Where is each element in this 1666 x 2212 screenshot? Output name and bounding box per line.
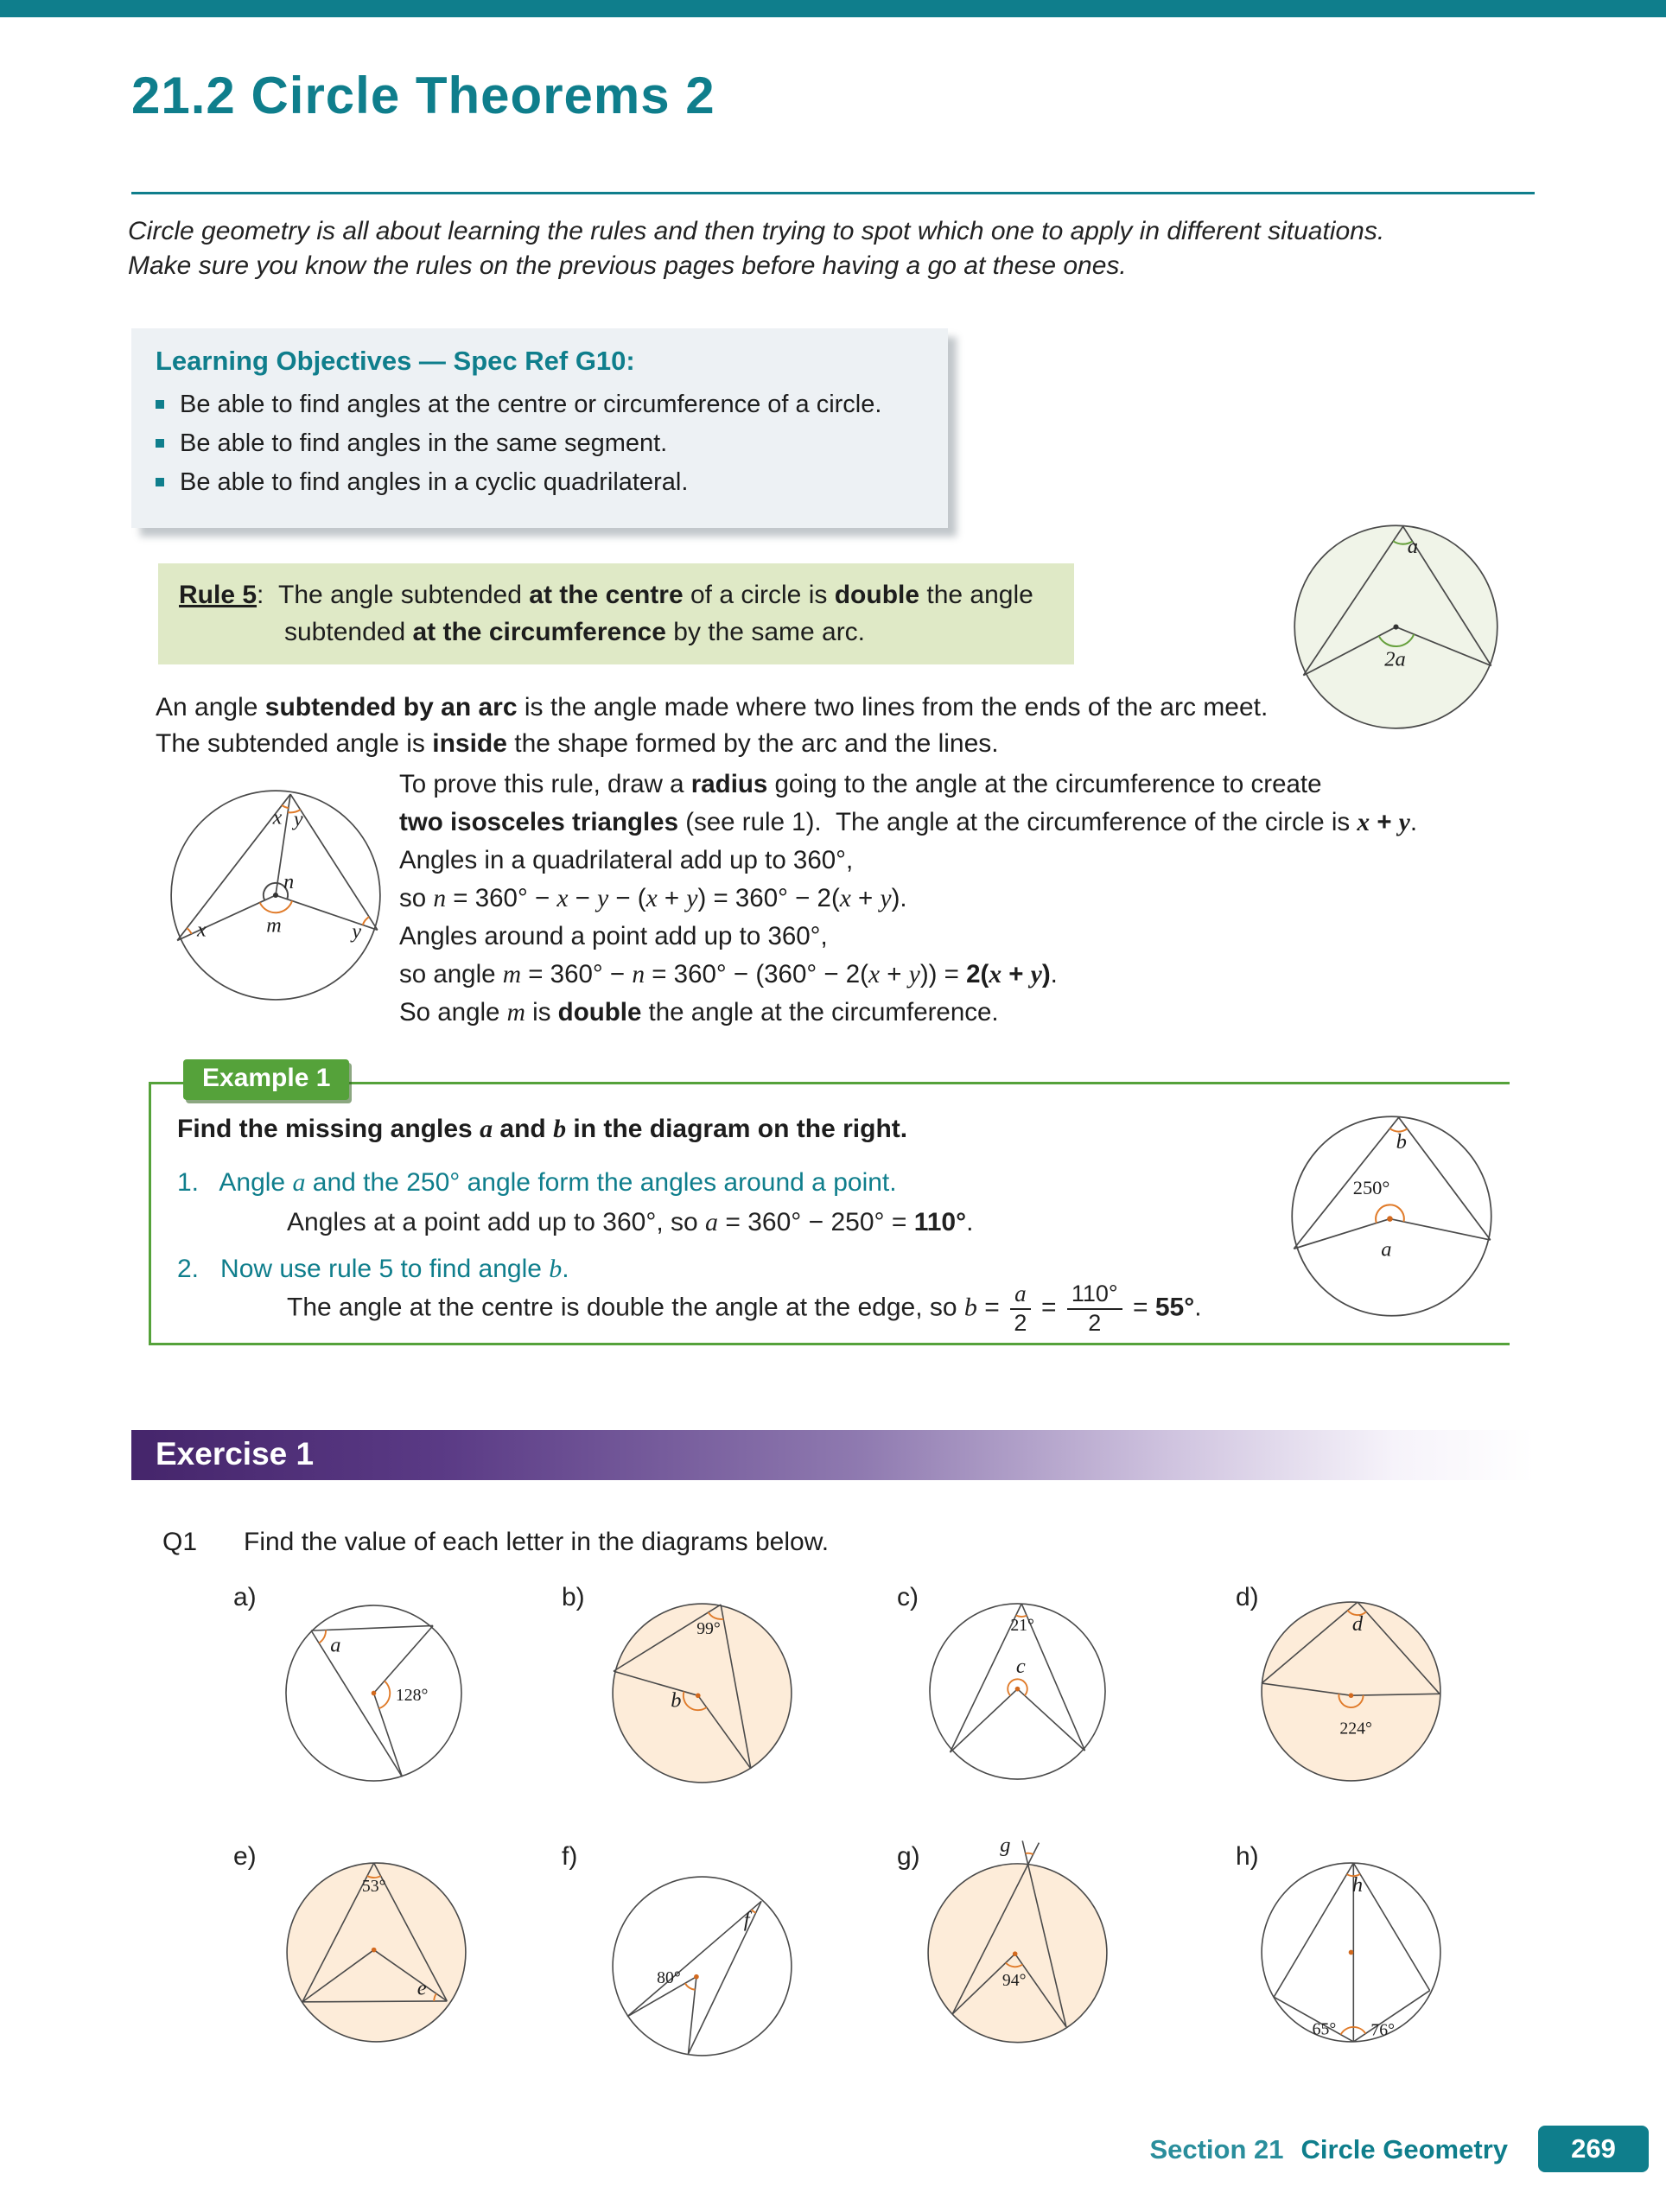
diagram-label-c: c) bbox=[897, 1583, 919, 1611]
angle-label: y bbox=[352, 919, 362, 944]
q1-diagram-c bbox=[916, 1590, 1119, 1793]
centre-dot bbox=[372, 1691, 377, 1696]
chord bbox=[302, 2001, 447, 2002]
centre-dot bbox=[1393, 625, 1398, 630]
angle-label: c bbox=[1015, 1654, 1026, 1678]
angle-label: h bbox=[1351, 1873, 1364, 1897]
proof-line: so n = 360° − x − y − (x + y) = 360° − 2(x + y). bbox=[399, 884, 907, 912]
centre-dot bbox=[372, 1948, 377, 1953]
rule5-text: Rule 5: The angle subtended at the centre of a circle is double the angle subtended at the circumference by the same arc. bbox=[179, 581, 1033, 646]
angle-label: g bbox=[1000, 1833, 1011, 1857]
diagram-label-b: b) bbox=[562, 1583, 585, 1611]
angle-label: x bbox=[272, 805, 283, 830]
angle-label: b bbox=[1396, 1129, 1407, 1154]
title-divider bbox=[131, 192, 1535, 194]
intro-paragraph: Circle geometry is all about learning the rules and then trying to spot which one to apply in different situations. Make sure you know the rules on the previous pages before having a go at these ones. bbox=[128, 217, 1385, 280]
proof-line: To prove this rule, draw a radius going to the angle at the circumference to create bbox=[399, 770, 1322, 798]
angle-label: y bbox=[293, 807, 303, 831]
objective-text: Be able to find angles in the same segment. bbox=[180, 429, 668, 457]
proof-line: Angles around a point add up to 360°, bbox=[399, 922, 828, 950]
angle-label: n bbox=[283, 869, 295, 893]
example-diagram bbox=[1281, 1106, 1502, 1326]
example-step: 1. Angle a and the 250° angle form the angles around a point. bbox=[177, 1168, 897, 1197]
proof-line: So angle m is double the angle at the circumference. bbox=[399, 998, 999, 1027]
circle-outline bbox=[1292, 1116, 1491, 1316]
q1-diagram-g bbox=[916, 1832, 1119, 2055]
angle-value: 65° bbox=[1312, 2019, 1337, 2039]
proof-line: Angles in a quadrilateral add up to 360°, bbox=[399, 846, 854, 874]
q1-diagram-h bbox=[1250, 1851, 1453, 2054]
diagram-label-a: a) bbox=[233, 1583, 257, 1611]
top-accent-bar bbox=[0, 0, 1666, 17]
q1-diagram-a bbox=[272, 1592, 475, 1795]
exercise-banner: Exercise 1 bbox=[131, 1430, 1535, 1480]
angle-value: 21° bbox=[1010, 1616, 1034, 1635]
subtended-paragraph: An angle subtended by an arc is the angle made where two lines from the ends of the arc meet. The subtended angle is inside the shape formed by the arc and the lines. bbox=[156, 693, 1269, 758]
objective-item bbox=[156, 429, 924, 458]
proof-line: two isosceles triangles (see rule 1). The angle at the circumference of the circle is x + y. bbox=[399, 808, 1418, 836]
page-title: 21.2 Circle Theorems 2 bbox=[131, 67, 715, 124]
angle-label: d bbox=[1351, 1612, 1364, 1636]
angle-value: 94° bbox=[1002, 1970, 1027, 1990]
angle-value: 53° bbox=[361, 1877, 386, 1896]
proof-paragraph bbox=[399, 766, 1609, 1032]
example-working: The angle at the centre is double the angle at the edge, so b = $\frac{a}{2}$ = $\frac{110^\circ}{2}$ = 55°. bbox=[287, 1281, 1202, 1336]
footer-chapter: Circle Geometry bbox=[1300, 2134, 1508, 2164]
footer-section: Section 21 bbox=[1149, 2134, 1284, 2164]
objective-text: Be able to find angles in a cyclic quadrilateral. bbox=[180, 468, 689, 496]
rule5-diagram bbox=[1286, 514, 1506, 734]
angle-label: f bbox=[743, 1908, 750, 1932]
angle-value: 224° bbox=[1339, 1719, 1372, 1738]
example-tab: Example 1 bbox=[183, 1059, 349, 1100]
angle-value: 250° bbox=[1352, 1177, 1390, 1198]
centre-dot bbox=[694, 1974, 699, 1980]
circle-outline bbox=[928, 1864, 1107, 2043]
circle-outline bbox=[613, 1877, 792, 2056]
angle-arc bbox=[1026, 1853, 1033, 1854]
angle-label: b bbox=[671, 1688, 682, 1713]
circle-outline bbox=[1262, 1602, 1440, 1781]
bullet-icon bbox=[156, 439, 164, 448]
q1-diagram-f bbox=[601, 1865, 804, 2068]
centre-dot bbox=[1349, 1693, 1354, 1698]
diagram-label-f: f) bbox=[562, 1842, 578, 1871]
objective-text: Be able to find angles at the centre or circumference of a circle. bbox=[180, 391, 882, 418]
example-working: Angles at a point add up to 360°, so a = 360° − 250° = 110°. bbox=[287, 1208, 974, 1236]
q1-diagram-b bbox=[601, 1592, 804, 1795]
centre-dot bbox=[273, 893, 278, 898]
example-question: Find the missing angles a and b in the diagram on the right. bbox=[177, 1115, 908, 1143]
angle-label: x bbox=[197, 918, 207, 942]
learning-objectives-heading: Learning Objectives — Spec Ref G10: bbox=[156, 346, 635, 376]
centre-dot bbox=[696, 1694, 701, 1699]
learning-objectives-box bbox=[131, 328, 948, 528]
angle-label: a bbox=[330, 1633, 341, 1657]
diagram-label-h: h) bbox=[1236, 1842, 1259, 1871]
diagram-label-d: d) bbox=[1236, 1583, 1259, 1611]
angle-value: 99° bbox=[696, 1618, 721, 1638]
proof-diagram bbox=[158, 773, 393, 1008]
angle-label: a bbox=[1381, 1237, 1392, 1262]
angle-label: e bbox=[416, 1976, 427, 2000]
question-number: Q1 bbox=[162, 1528, 198, 1556]
objective-item bbox=[156, 391, 924, 419]
centre-dot bbox=[1387, 1216, 1393, 1222]
angle-value: 76° bbox=[1370, 2020, 1395, 2040]
angle-label: a bbox=[1407, 534, 1418, 558]
question-text: Find the value of each letter in the diagrams below. bbox=[244, 1528, 830, 1556]
angle-value: 128° bbox=[395, 1685, 429, 1705]
bullet-icon bbox=[156, 400, 164, 409]
q1-diagram-e bbox=[275, 1851, 478, 2054]
diagram-label-g: g) bbox=[897, 1842, 920, 1871]
bullet-icon bbox=[156, 478, 164, 486]
diagram-label-e: e) bbox=[233, 1842, 257, 1871]
objective-item bbox=[156, 468, 924, 497]
centre-dot bbox=[1013, 1951, 1018, 1956]
angle-label: 2a bbox=[1384, 647, 1406, 671]
centre-dot bbox=[1349, 1950, 1354, 1955]
footer bbox=[864, 2134, 1508, 2165]
angle-label: m bbox=[266, 913, 282, 938]
centre-dot bbox=[1015, 1687, 1021, 1692]
proof-line: so angle m = 360° − n = 360° − (360° − 2(x + y)) = 2(x + y). bbox=[399, 960, 1058, 988]
q1-diagram-d bbox=[1250, 1590, 1453, 1793]
rule5-box bbox=[158, 563, 1074, 664]
example-step: 2. Now use rule 5 to find angle b. bbox=[177, 1255, 569, 1283]
angle-value: 80° bbox=[657, 1968, 681, 1988]
page-number: 269 bbox=[1538, 2126, 1649, 2172]
